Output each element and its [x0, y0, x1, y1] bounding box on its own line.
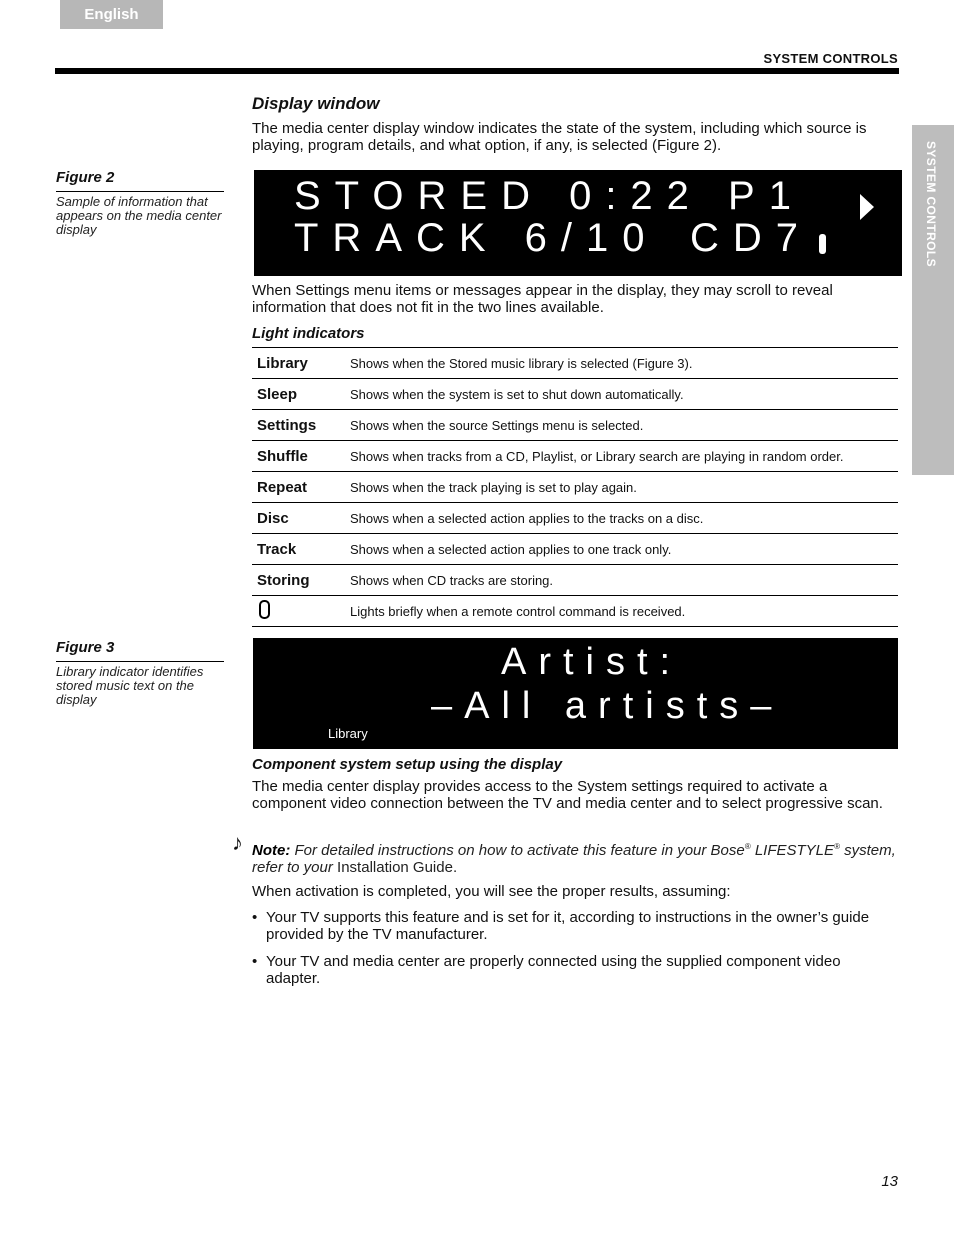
table-row	[252, 379, 898, 410]
library-indicator: Library	[328, 726, 368, 741]
list-item	[252, 909, 898, 943]
indicator-desc: Shows when the system is set to shut down automatically.	[350, 386, 684, 402]
page-number: 13	[881, 1173, 898, 1190]
note	[252, 838, 898, 876]
library-display	[253, 638, 898, 749]
indicator-name: Track	[257, 540, 297, 558]
table-row	[252, 441, 898, 472]
list-item	[252, 953, 898, 987]
table-row	[252, 565, 898, 596]
side-tab	[912, 125, 954, 475]
table-row	[252, 503, 898, 534]
component-setup-text: The media center display provides access to the System settings required to activate a component video connection between the TV and media center and to select progressive scan.	[252, 778, 883, 812]
side-tab-label: SYSTEM CONTROLS	[924, 141, 938, 268]
remote-indicator-icon	[259, 600, 270, 619]
music-note-icon: ♪	[232, 830, 243, 855]
bullet-text: Your TV supports this feature and is set for it, according to instructions in the owner’s guide provided by the TV manufacturer.	[266, 909, 870, 943]
indicator-desc: Shows when the track playing is set to play again.	[350, 479, 637, 495]
indicator-desc: Lights briefly when a remote control command is received.	[350, 603, 686, 619]
table-row	[252, 410, 898, 441]
indicator-name: Settings	[257, 416, 317, 434]
note-text-c: system, refer to your	[252, 842, 896, 876]
display-line-1: Artist:	[501, 641, 683, 683]
indicator-desc: Shows when the source Settings menu is selected.	[350, 417, 644, 433]
when-completed-text: When activation is completed, you will see the proper results, assuming:	[252, 883, 731, 900]
language-tab[interactable]: English	[60, 0, 163, 29]
display-line-2-right: CD7	[690, 216, 813, 260]
bullet-icon: •	[252, 909, 258, 926]
indicator-name	[252, 600, 350, 623]
media-center-display	[254, 170, 902, 276]
table-row	[252, 534, 898, 565]
note-text-b: LIFESTYLE	[754, 842, 835, 859]
header-rule	[55, 68, 899, 74]
note-text-a: For detailed instructions on how to activate this feature in your Bose	[294, 842, 745, 859]
display-line-2: –All artists–	[431, 685, 784, 727]
display-window-intro: The media center display window indicates the state of the system, including which source is playing, program details, and what option, if any, is selected (Figure 2).	[252, 120, 867, 154]
figure3-rule	[56, 661, 224, 662]
indicator-name: Storing	[257, 571, 310, 589]
light-indicators-table	[252, 347, 898, 627]
registered-mark: ®	[744, 842, 751, 851]
indicator-desc: Shows when tracks from a CD, Playlist, or Library search are playing in random order.	[350, 448, 844, 464]
indicator-name: Sleep	[257, 385, 298, 403]
bullet-icon: •	[252, 953, 258, 970]
scroll-info-text: When Settings menu items or messages appear in the display, they may scroll to reveal information that does not fit in the two lines available.	[252, 282, 833, 316]
table-row	[252, 596, 898, 627]
component-setup-heading: Component system setup using the display	[252, 756, 563, 773]
indicator-name: Disc	[257, 509, 289, 527]
table-row	[252, 348, 898, 379]
indicator-desc: Shows when the Stored music library is selected (Figure 3).	[350, 355, 693, 371]
figure3-label: Figure 3	[56, 639, 115, 656]
figure3-caption: Library indicator identifies stored music text on the display	[56, 664, 204, 707]
light-indicators-heading: Light indicators	[252, 325, 365, 342]
remote-indicator-icon	[819, 234, 826, 254]
indicator-name: Shuffle	[257, 447, 308, 465]
note-label: Note:	[252, 842, 291, 859]
figure2-label: Figure 2	[56, 169, 115, 186]
display-line-2-left: TRACK 6/10	[294, 216, 659, 260]
indicator-desc: Shows when a selected action applies to one track only.	[350, 541, 672, 557]
bullet-text: Your TV and media center are properly connected using the supplied component video adapter.	[266, 953, 841, 987]
table-row	[252, 472, 898, 503]
section-header: SYSTEM CONTROLS	[763, 51, 898, 66]
indicator-desc: Shows when CD tracks are storing.	[350, 572, 554, 588]
indicator-name: Repeat	[257, 478, 308, 496]
figure2-caption: Sample of information that appears on the media center display	[56, 194, 222, 237]
play-icon	[860, 194, 874, 220]
registered-mark: ®	[834, 842, 840, 851]
indicator-name: Library	[257, 354, 308, 372]
display-line-1: STORED 0:22 P1	[294, 174, 805, 218]
display-window-heading: Display window	[252, 94, 380, 113]
note-text-d: Installation Guide.	[337, 859, 458, 876]
indicator-desc: Shows when a selected action applies to the tracks on a disc.	[350, 510, 704, 526]
figure2-rule	[56, 191, 224, 192]
